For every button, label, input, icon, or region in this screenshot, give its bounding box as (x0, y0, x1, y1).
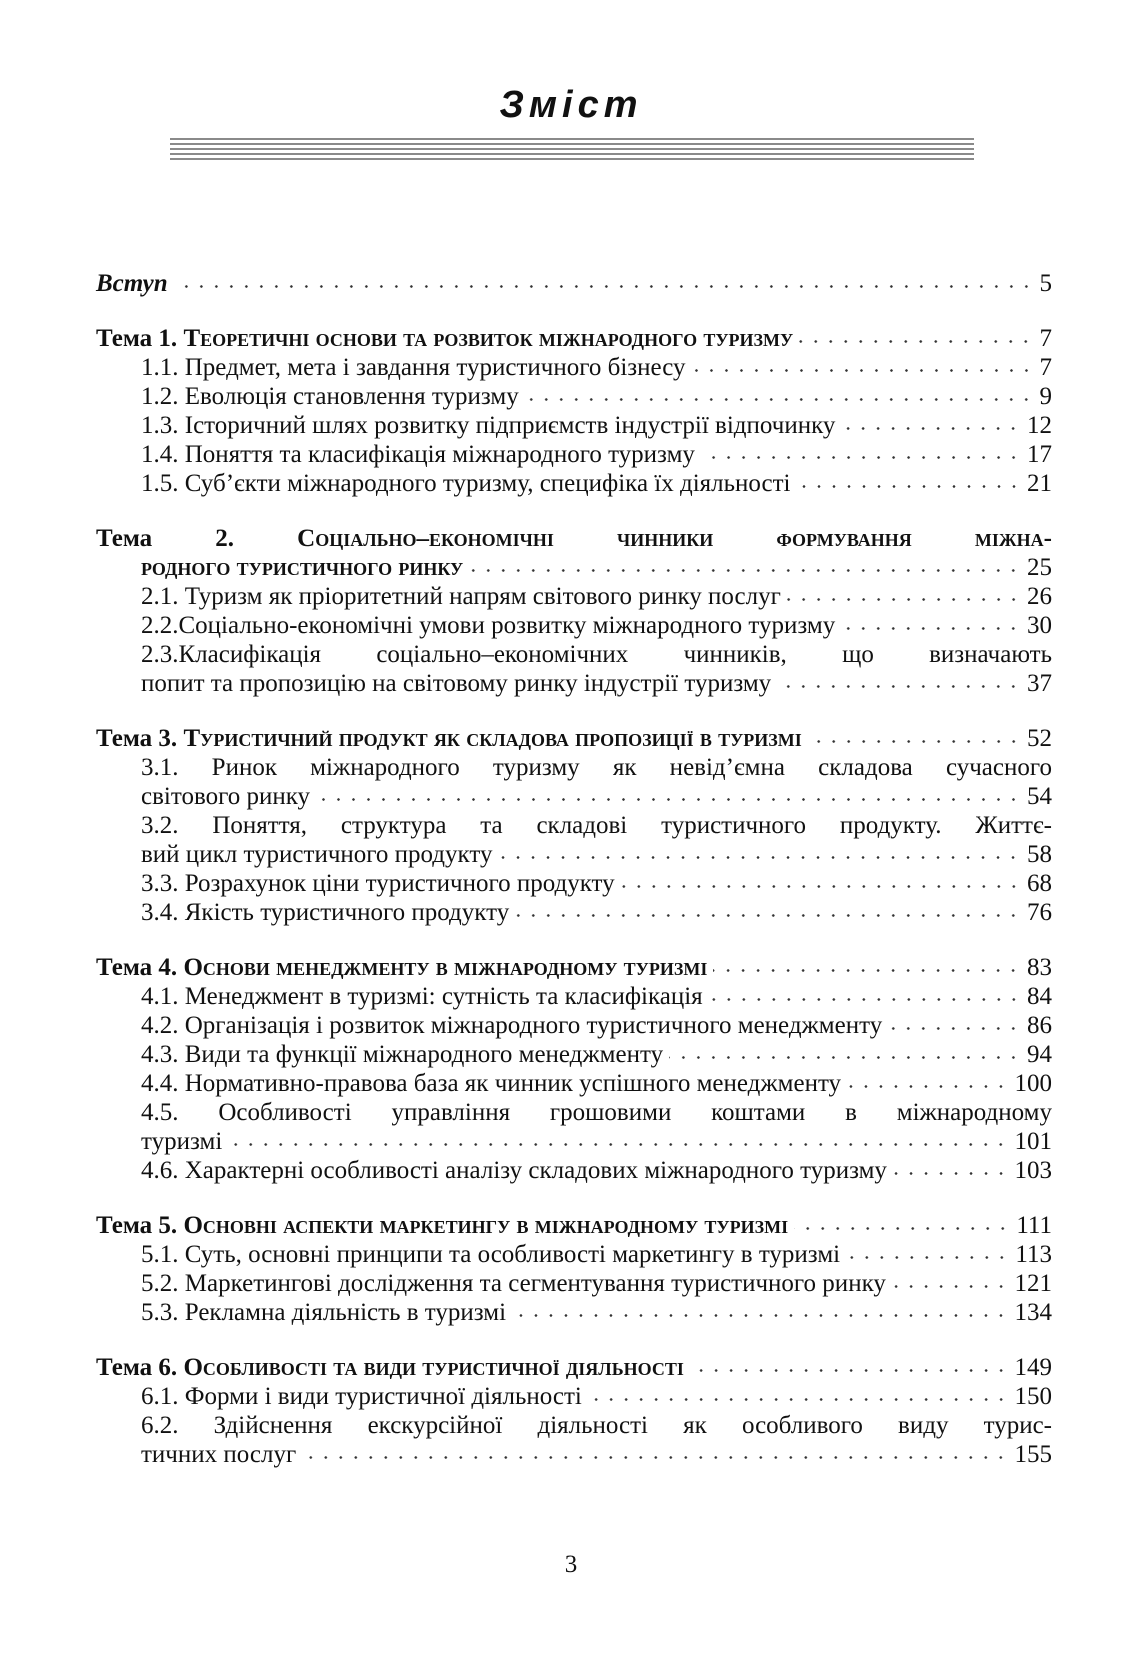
topic-title: Туристичний продукт як складова пропозиції в туризмі (183, 725, 802, 752)
dot-leader (777, 685, 1021, 688)
toc-topic-4[interactable] (96, 953, 1052, 982)
subentry-text-line-2: вий цикл туристичного продукту (141, 841, 493, 868)
subentry-text-line-1: 3.2. Поняття, структура та складові туристичного продукту. Життє- (141, 812, 1052, 839)
subentry-text-line-1: 4.5. Особливості управління грошовими коштами в міжнародному (141, 1099, 1052, 1126)
dot-leader (888, 1027, 1021, 1030)
dot-leader (799, 340, 1033, 343)
subentry-text: 2.1. Туризм як пріоритетний напрям світового ринку послуг (141, 583, 781, 610)
subentry-text-line-1: 6.2. Здійснення екскурсійної діяльності як особливого виду турис- (141, 1412, 1052, 1439)
toc-subentry[interactable] (96, 1069, 1052, 1098)
dot-leader (841, 427, 1021, 430)
subentry-text: 5.1. Суть, основні принципи та особливості маркетингу в туризмі (141, 1241, 841, 1268)
toc-page-number: 7 (1039, 354, 1052, 381)
toc-subentry[interactable] (96, 1156, 1052, 1185)
toc-page-number: 83 (1027, 954, 1052, 981)
toc-subentry[interactable] (96, 1011, 1052, 1040)
toc-topic-5[interactable] (96, 1211, 1052, 1240)
toc-page-number: 26 (1027, 583, 1052, 610)
topic-title: Особливості та види туристичної діяльності (183, 1354, 684, 1381)
subentry-text: 1.5. Суб’єкти міжнародного туризму, специфіка їх діяльності (141, 470, 791, 497)
dot-leader (302, 1456, 1008, 1459)
toc-page-number: 12 (1027, 412, 1052, 439)
dot-leader (621, 885, 1021, 888)
dot-leader (316, 798, 1021, 801)
toc-topic-6[interactable] (96, 1353, 1052, 1382)
dot-leader (669, 1056, 1021, 1059)
topic-number: Тема 1. (96, 325, 178, 352)
toc-topic-3[interactable] (96, 724, 1052, 753)
subentry-text: 4.4. Нормативно-правова база як чинник успішного менеджменту (141, 1070, 842, 1097)
dot-leader (794, 1227, 1010, 1230)
toc-page-number: 25 (1027, 554, 1052, 581)
toc-page-number: 113 (1015, 1241, 1052, 1268)
toc-page-number: 121 (1014, 1270, 1052, 1297)
toc-page-number: 7 (1039, 325, 1052, 352)
topic-number: Тема 3. (96, 725, 178, 752)
toc-subentry[interactable] (96, 440, 1052, 469)
subentry-text-line-2: туризмі (141, 1128, 223, 1155)
toc-page-number: 21 (1027, 470, 1052, 497)
topic-title: Теоретичні основи та розвиток міжнародного туризму (183, 325, 794, 352)
subentry-text: 4.1. Менеджмент в туризмі: сутність та класифікація (141, 983, 703, 1010)
toc-page-number: 17 (1027, 441, 1052, 468)
subentry-text: 6.1. Форми і види туристичної діяльності (141, 1383, 582, 1410)
dot-leader (797, 485, 1022, 488)
subentry-text-line-1: 3.1. Ринок міжнародного туризму як невід’ємна складова сучасного (141, 754, 1052, 781)
topic-title-line-1: Соціально–економічні чинники формування міжна- (297, 525, 1052, 552)
dot-leader (228, 1143, 1008, 1146)
subentry-text: 4.3. Види та функції міжнародного менеджменту (141, 1041, 664, 1068)
subentry-text: 1.1. Предмет, мета і завдання туристичного бізнесу (141, 354, 686, 381)
toc-page-number: 54 (1027, 783, 1052, 810)
subentry-text-line-1: 2.3.Класифікація соціально–економічних чинників, що визначають (141, 641, 1052, 668)
toc-page-number: 5 (1039, 270, 1052, 297)
toc-subentry[interactable] (96, 640, 1052, 698)
dot-leader (893, 1172, 1009, 1175)
subentry-text: 2.2.Соціально-економічні умови розвитку міжнародного туризму (141, 612, 836, 639)
toc-intro-label: Вступ (96, 270, 168, 297)
page-title: Зміст (499, 84, 643, 126)
toc-subentry[interactable] (96, 1269, 1052, 1298)
toc-topic-1[interactable] (96, 324, 1052, 353)
toc-page-number: 9 (1039, 383, 1052, 410)
dot-leader (469, 569, 1021, 572)
topic-title: Основи менеджменту в міжнародному туризмі (183, 954, 708, 981)
subentry-text: 1.3. Історичний шлях розвитку підприємств індустрії відпочинку (141, 412, 836, 439)
toc-subentry[interactable] (96, 1040, 1052, 1069)
toc-page-number: 58 (1027, 841, 1052, 868)
toc-page-number: 94 (1027, 1041, 1052, 1068)
toc-subentry[interactable] (96, 869, 1052, 898)
toc-subentry[interactable] (96, 582, 1052, 611)
dot-leader (701, 456, 1021, 459)
toc-subentry[interactable] (96, 611, 1052, 640)
toc-page-number: 76 (1027, 899, 1052, 926)
subentry-text: 4.2. Організація і розвиток міжнародного туристичного менеджменту (141, 1012, 883, 1039)
toc-topic-2[interactable] (96, 524, 1052, 582)
dot-leader (690, 1369, 1009, 1372)
dot-leader (787, 598, 1021, 601)
toc-page-number: 30 (1027, 612, 1052, 639)
dot-leader (515, 914, 1021, 917)
subentry-text: 5.2. Маркетингові дослідження та сегментування туристичного ринку (141, 1270, 886, 1297)
page-number: 3 (564, 1551, 578, 1578)
subentry-text-line-2: світового ринку (141, 783, 311, 810)
dot-leader (846, 1256, 1009, 1259)
dot-leader (892, 1285, 1009, 1288)
dot-leader (713, 969, 1021, 972)
toc-page-number: 84 (1027, 983, 1052, 1010)
toc-subentry[interactable] (96, 382, 1052, 411)
toc-subentry[interactable] (96, 1098, 1052, 1156)
toc-page-number: 103 (1014, 1157, 1052, 1184)
subentry-text-line-2: тичних послуг (141, 1441, 297, 1468)
toc-page-number: 149 (1014, 1354, 1052, 1381)
toc-page-number: 111 (1016, 1212, 1052, 1239)
dot-leader (588, 1398, 1009, 1401)
toc-page-number: 52 (1027, 725, 1052, 752)
topic-number: Тема 2. (96, 525, 235, 552)
toc-page-number: 101 (1014, 1128, 1052, 1155)
toc-subentry[interactable] (96, 1240, 1052, 1269)
dot-leader (525, 398, 1034, 401)
topic-title: Основні аспекти маркетингу в міжнародному туризмі (183, 1212, 789, 1239)
toc-entry-intro[interactable] (96, 269, 1052, 298)
toc-subentry[interactable] (96, 411, 1052, 440)
dot-leader (174, 285, 1034, 288)
dot-leader (498, 856, 1021, 859)
subentry-text-line-2: попит та пропозицію на світовому ринку індустрії туризму (141, 670, 772, 697)
toc-subentry[interactable] (96, 1298, 1052, 1327)
dot-leader (808, 740, 1021, 743)
toc-subentry[interactable] (96, 353, 1052, 382)
toc-subentry[interactable] (96, 469, 1052, 498)
subentry-text: 5.3. Рекламна діяльність в туризмі (141, 1299, 507, 1326)
dot-leader (709, 998, 1021, 1001)
toc-subentry[interactable] (96, 753, 1052, 811)
topic-number: Тема 6. (96, 1354, 178, 1381)
toc-subentry[interactable] (96, 898, 1052, 927)
dot-leader (841, 627, 1021, 630)
subentry-text: 4.6. Характерні особливості аналізу складових міжнародного туризму (141, 1157, 887, 1184)
toc-page-number: 155 (1014, 1441, 1052, 1468)
toc-page-number: 100 (1014, 1070, 1052, 1097)
subentry-text: 1.4. Поняття та класифікація міжнародного туризму (141, 441, 695, 468)
subentry-text: 3.3. Розрахунок ціни туристичного продукту (141, 870, 615, 897)
toc-subentry[interactable] (96, 811, 1052, 869)
dot-leader (692, 369, 1034, 372)
toc-page-number: 150 (1014, 1383, 1052, 1410)
topic-number: Тема 4. (96, 954, 178, 981)
table-of-contents (96, 269, 1052, 1469)
title-rule (170, 138, 974, 162)
toc-subentry[interactable] (96, 1411, 1052, 1469)
toc-page-number: 68 (1027, 870, 1052, 897)
topic-number: Тема 5. (96, 1212, 178, 1239)
dot-leader (512, 1314, 1008, 1317)
toc-subentry[interactable] (96, 982, 1052, 1011)
toc-page-number: 86 (1027, 1012, 1052, 1039)
toc-page-number: 37 (1027, 670, 1052, 697)
subentry-text: 3.4. Якість туристичного продукту (141, 899, 510, 926)
toc-subentry[interactable] (96, 1382, 1052, 1411)
topic-title-line-2: родного туристичного ринку (141, 554, 464, 581)
subentry-text: 1.2. Еволюція становлення туризму (141, 383, 519, 410)
dot-leader (847, 1085, 1008, 1088)
toc-page-number: 134 (1014, 1299, 1052, 1326)
